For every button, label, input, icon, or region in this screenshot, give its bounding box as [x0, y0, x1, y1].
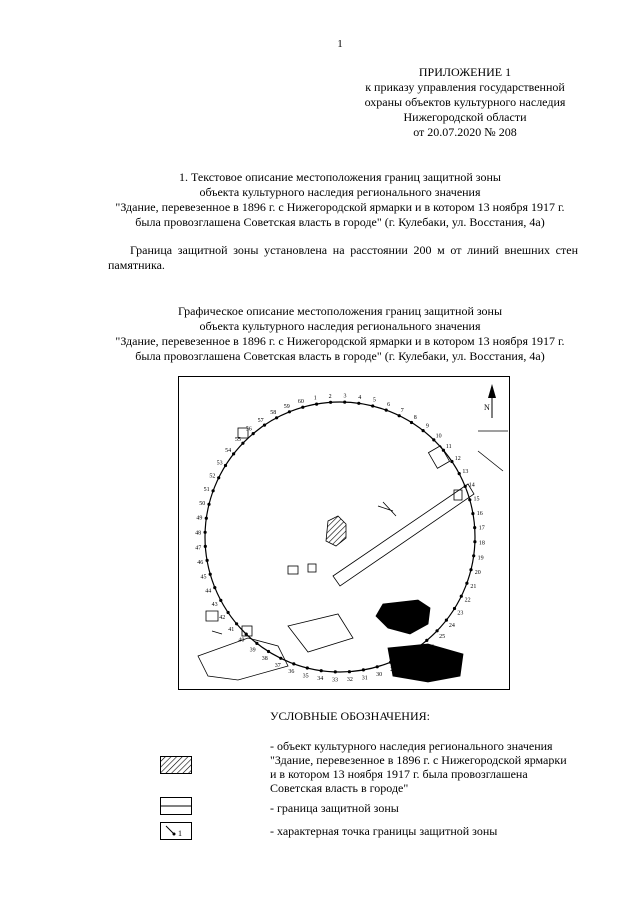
boundary-point-label: 46 — [197, 560, 204, 567]
boundary-point — [224, 464, 227, 467]
boundary-point — [453, 607, 456, 610]
legend-item-point: - характерная точка границы защитной зоны — [270, 824, 498, 838]
boundary-point — [348, 670, 351, 673]
heading-line: 1. Текстовое описание местоположения границ защитной зоны — [179, 170, 501, 184]
boundary-point-label: 16 — [476, 510, 483, 517]
page-number: 1 — [337, 38, 343, 50]
boundary-point — [398, 414, 401, 417]
boundary-point-label: 18 — [478, 540, 485, 547]
boundary-point-label: 48 — [195, 530, 202, 537]
boundary-point-label: 22 — [464, 597, 471, 604]
boundary-point — [235, 622, 238, 625]
boundary-point — [471, 512, 474, 515]
boundary-point — [445, 619, 448, 622]
boundary-point-icon — [160, 822, 192, 840]
boundary-point — [458, 472, 461, 475]
boundary-point — [436, 629, 439, 632]
boundary-point — [279, 657, 282, 660]
boundary-point — [465, 582, 468, 585]
boundary-point-label: 53 — [216, 460, 223, 467]
sample-point-label: 1 — [178, 829, 182, 838]
boundary-point — [343, 401, 346, 404]
boundary-point-label: 50 — [199, 501, 206, 508]
legend-item-heritage: - объект культурного наследия регионального значения "Здание, перевезенное в 1896 г. с Нижегородской ярмарки и в котором 13 ноября 1917 г. была провозглашена Советская власть в городе" — [270, 739, 567, 795]
boundary-point — [464, 485, 467, 488]
boundary-point-label: 27 — [416, 653, 423, 660]
boundary-point-label: 8 — [413, 415, 417, 422]
boundary-point-label: 4 — [358, 394, 362, 401]
boundary-point — [212, 489, 215, 492]
boundary-point-label: 2 — [328, 393, 332, 400]
boundary-point-label: 37 — [274, 663, 281, 670]
boundary-point — [385, 409, 388, 412]
boundary-point — [362, 668, 365, 671]
boundary-point-label: 32 — [346, 677, 353, 684]
boundary-point — [357, 402, 360, 405]
boundary-point-label: 21 — [470, 584, 477, 591]
heading-line: была провозглашена Советская власть в городе" (г. Кулебаки, ул. Восстания, 4а) — [135, 349, 545, 363]
boundary-point — [288, 410, 291, 413]
legend-title: УСЛОВНЫЕ ОБОЗНАЧЕНИЯ: — [270, 709, 430, 723]
boundary-point-label: 57 — [257, 417, 264, 424]
boundary-point — [263, 424, 266, 427]
heading-line: "Здание, перевезенное в 1896 г. с Нижегородской ярмарки и в котором 13 ноября 1917 г. — [115, 334, 565, 348]
boundary-point-label: 52 — [209, 473, 216, 480]
hatched-rect-icon — [160, 756, 192, 774]
boundary-point — [204, 545, 207, 548]
heading-line: Графическое описание местоположения границ защитной зоны — [177, 304, 503, 318]
boundary-point-label: 38 — [261, 655, 268, 662]
boundary-point-label: 31 — [361, 675, 368, 682]
boundary-point — [267, 650, 270, 653]
boundary-point-label: 55 — [234, 436, 241, 443]
boundary-point — [402, 655, 405, 658]
graphic-section-heading — [60, 304, 620, 364]
boundary-point-label: 51 — [203, 486, 210, 493]
boundary-point-label: 59 — [283, 403, 290, 410]
heading-line: объекта культурного наследия регионального значения — [199, 185, 481, 199]
boundary-point-label: 28 — [403, 660, 410, 667]
appendix-line: к приказу управления государственной — [365, 80, 565, 94]
boundary-point — [371, 404, 374, 407]
heading-line: была провозглашена Советская власть в городе" (г. Кулебаки, ул. Восстания, 4а) — [135, 215, 545, 229]
north-label: N — [484, 403, 490, 412]
boundary-point — [473, 526, 476, 529]
boundary-point-label: 34 — [317, 676, 324, 683]
boundary-point-label: 29 — [390, 667, 397, 674]
boundary-point-label: 12 — [454, 456, 461, 463]
boundary-point-label: 1 — [313, 395, 317, 402]
boundary-point — [306, 666, 309, 669]
boundary-point-label: 45 — [200, 574, 207, 581]
text-section-paragraph: Граница защитной зоны установлена на расстоянии 200 м от линий внешних стен памятника. — [108, 243, 578, 272]
boundary-point-label: 33 — [332, 677, 338, 684]
boundary-point — [414, 647, 417, 650]
boundary-point — [292, 662, 295, 665]
heading-line: "Здание, перевезенное в 1896 г. с Нижегородской ярмарки и в котором 13 ноября 1917 г. — [115, 200, 565, 214]
appendix-title: ПРИЛОЖЕНИЕ 1 — [418, 65, 512, 79]
boundary-point — [255, 642, 258, 645]
boundary-point — [320, 669, 323, 672]
boundary-point-label: 20 — [474, 569, 481, 576]
boundary-point-label: 19 — [477, 555, 484, 562]
boundary-point-label: 23 — [457, 610, 464, 617]
boundary-point-label: 17 — [478, 525, 485, 532]
boundary-point-label: 47 — [195, 545, 202, 552]
boundary-point-label: 36 — [288, 668, 295, 675]
boundary-point-label: 60 — [297, 399, 304, 405]
boundary-point — [213, 586, 216, 589]
boundary-line-icon — [160, 797, 192, 815]
boundary-point — [389, 661, 392, 664]
boundary-point-label: 58 — [270, 410, 277, 417]
boundary-point — [301, 406, 304, 409]
boundary-point — [468, 498, 471, 501]
boundary-point — [217, 476, 220, 479]
boundary-point — [450, 460, 453, 463]
boundary-point — [473, 540, 476, 543]
boundary-point-label: 9 — [425, 423, 429, 430]
boundary-point — [227, 611, 230, 614]
boundary-point — [245, 633, 248, 636]
boundary-point — [252, 432, 255, 435]
boundary-point-label: 24 — [448, 622, 455, 629]
boundary-point-label: 42 — [219, 614, 226, 621]
boundary-point-label: 30 — [376, 672, 383, 678]
boundary-point — [207, 503, 210, 506]
boundary-point-label: 5 — [372, 397, 376, 404]
boundary-point — [315, 403, 318, 406]
boundary-point-label: 44 — [205, 588, 212, 595]
boundary-point — [232, 452, 235, 455]
boundary-point — [275, 416, 278, 419]
text-section-heading — [60, 170, 620, 230]
boundary-point — [204, 531, 207, 534]
boundary-point-label: 11 — [445, 444, 452, 451]
boundary-point — [376, 665, 379, 668]
boundary-point — [410, 421, 413, 424]
boundary-point — [206, 559, 209, 562]
appendix-line: от 20.07.2020 № 208 — [413, 125, 517, 139]
boundary-point — [209, 573, 212, 576]
boundary-point-label: 6 — [387, 402, 391, 409]
boundary-point-label: 7 — [400, 407, 404, 414]
boundary-point — [334, 670, 337, 673]
boundary-point — [425, 639, 428, 642]
boundary-point-label: 3 — [343, 393, 347, 400]
boundary-point-label: 39 — [249, 647, 256, 654]
legend-item-boundary: - граница защитной зоны — [270, 801, 399, 815]
boundary-point-label: 35 — [302, 673, 309, 680]
appendix-block — [330, 65, 600, 140]
boundary-point-label: 25 — [439, 634, 446, 641]
boundary-point — [469, 568, 472, 571]
boundary-point — [219, 599, 222, 602]
boundary-point — [205, 517, 208, 520]
boundary-point — [422, 429, 425, 432]
appendix-line: охраны объектов культурного наследия — [364, 95, 566, 109]
boundary-point-label: 14 — [468, 482, 475, 489]
boundary-point — [472, 554, 475, 557]
boundary-point — [241, 442, 244, 445]
appendix-line: Нижегородской области — [403, 110, 527, 124]
boundary-point — [460, 595, 463, 598]
protection-zone-map — [178, 376, 510, 690]
boundary-point-label: 26 — [428, 644, 435, 651]
boundary-point-label: 15 — [473, 496, 480, 503]
boundary-point — [329, 401, 332, 404]
boundary-point-label: 10 — [435, 433, 442, 440]
heading-line: объекта культурного наследия регионального значения — [199, 319, 481, 333]
boundary-point-label: 41 — [228, 626, 235, 633]
boundary-point-label: 43 — [211, 602, 218, 609]
boundary-point — [442, 449, 445, 452]
boundary-point-label: 56 — [245, 426, 252, 433]
boundary-point-label: 49 — [196, 515, 203, 522]
boundary-point-label: 13 — [462, 468, 469, 475]
boundary-point-label: 40 — [238, 637, 245, 644]
boundary-point-label: 54 — [225, 448, 232, 455]
